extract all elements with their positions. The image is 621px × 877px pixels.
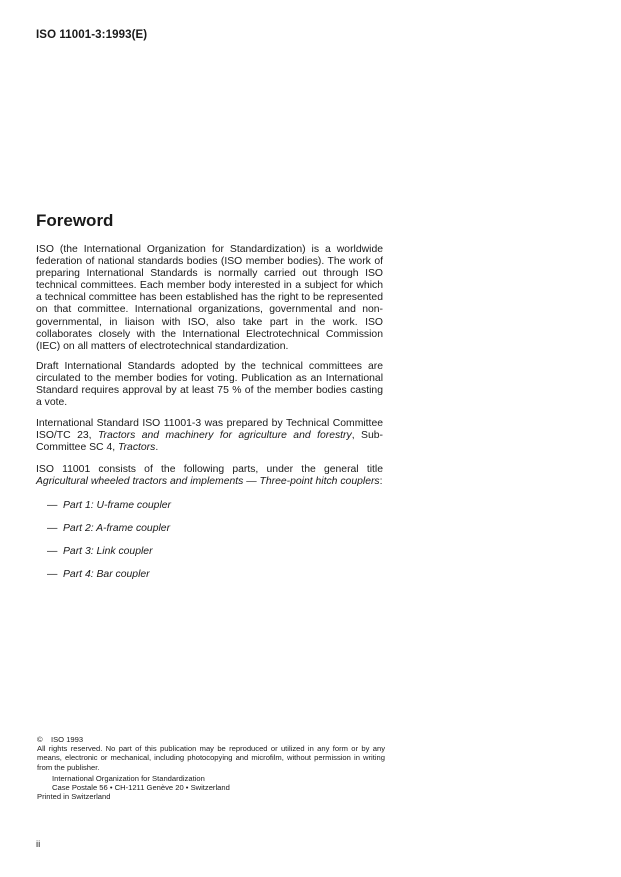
- p4-text-a: ISO 11001 consists of the following parts, under the general title: [36, 464, 383, 475]
- document-code: ISO 11001-3:1993(E): [36, 29, 148, 41]
- list-dash: —: [47, 546, 58, 557]
- list-dash: —: [47, 569, 58, 580]
- list-dash: —: [47, 523, 58, 534]
- publisher-address: Case Postale 56 • CH-1211 Genève 20 • Switzerland: [52, 783, 230, 793]
- part-label: Part 1: U-frame coupler: [63, 500, 171, 511]
- publisher-name: International Organization for Standardization: [52, 773, 205, 783]
- printed-in: Printed in Switzerland: [37, 792, 111, 802]
- copyright-year: ISO 1993: [51, 735, 84, 744]
- foreword-heading: Foreword: [36, 211, 114, 230]
- page-number: ii: [36, 839, 41, 850]
- p3-text-c: , Sub-Committee SC 4,: [36, 430, 383, 454]
- copyright-sign: ©: [37, 735, 43, 744]
- foreword-paragraph-3: [36, 418, 383, 454]
- p3-text-a: International Standard ISO 11001-3 was prepared by Technical Committee ISO/TC 23,: [36, 418, 383, 442]
- part-label: Part 2: A-frame coupler: [63, 523, 171, 534]
- copyright-line: [37, 735, 385, 744]
- list-item: [47, 523, 171, 535]
- p4-text-c: :: [379, 476, 383, 488]
- list-dash: —: [47, 500, 58, 511]
- part-label: Part 3: Link coupler: [63, 546, 153, 557]
- rights-notice: All rights reserved. No part of this publication may be reproduced or utilized in any form or by any means, electronic or mechanical, including photocopying and microfilm, without permission in writing from the publisher.: [37, 744, 385, 772]
- copyright-block: [37, 735, 385, 801]
- list-item: [47, 500, 171, 512]
- p3-committee-title: Tractors and machinery for agriculture and forestry: [97, 430, 352, 442]
- parts-list: [47, 500, 171, 592]
- list-item: [47, 546, 171, 558]
- foreword-paragraph-1: ISO (the International Organization for Standardization) is a worldwide federation of national standards bodies (ISO member bodies). The work of preparing International Standards is normally carried out through ISO technical committees. Each member body interested in a subject for which a technical committee has been established has the right to be represented on that committee. International organizations, governmental and non-governmental, in liaison with ISO, also take part in the work. ISO collaborates closely with the International Electrotechnical Commission (IEC) on all matters of electrotechnical standardization.: [36, 244, 383, 352]
- foreword-paragraph-4: [36, 464, 383, 488]
- foreword-paragraph-2: Draft International Standards adopted by the technical committees are circulated to the member bodies for voting. Publication as an International Standard requires approval by at least 75 % of the member bodies casting a vote.: [36, 361, 383, 409]
- p3-subcommittee-title: Tractors: [118, 442, 156, 454]
- p3-text-e: .: [155, 442, 159, 454]
- part-label: Part 4: Bar coupler: [63, 569, 150, 580]
- p4-general-title: Agricultural wheeled tractors and implements — Three-point hitch couplers: [36, 476, 380, 488]
- list-item: [47, 569, 171, 581]
